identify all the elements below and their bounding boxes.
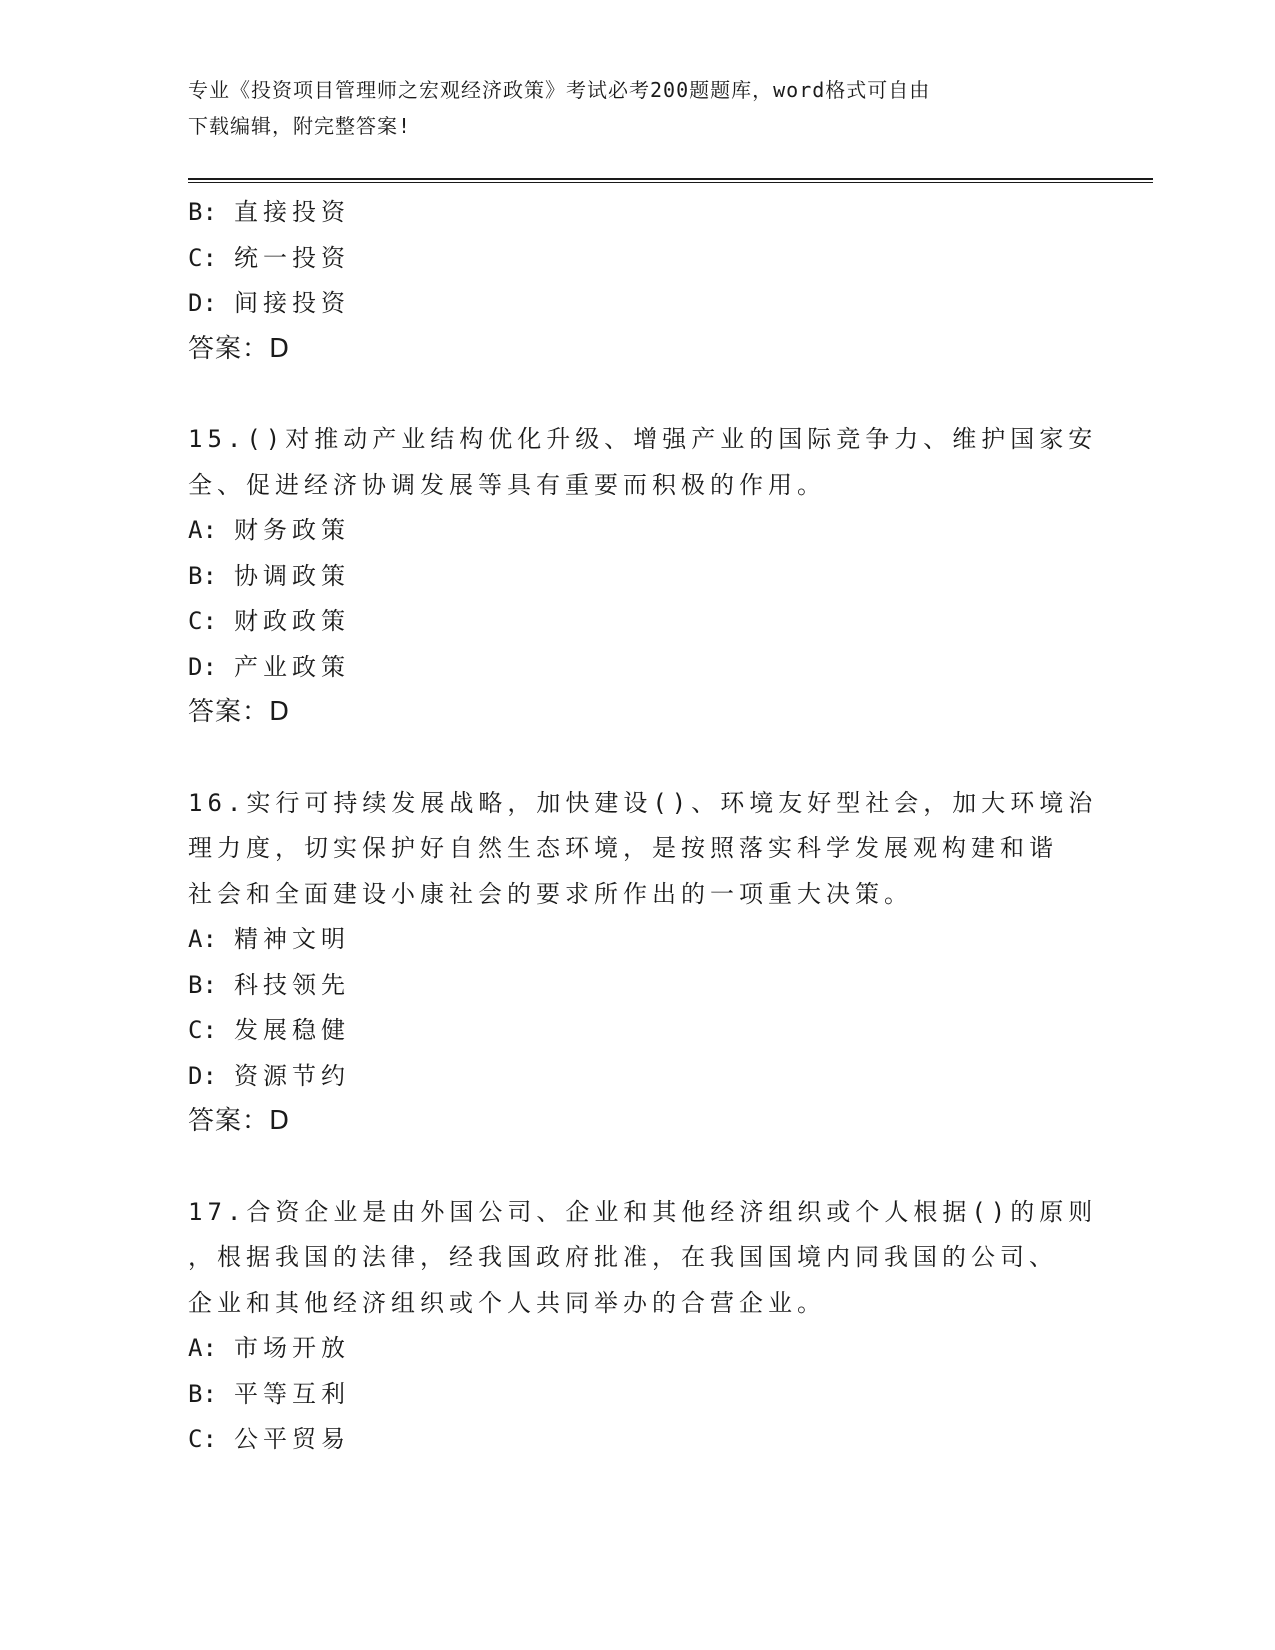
option-b [188,190,1088,236]
option-letter: C: [188,607,217,635]
question-16 [188,781,1098,1145]
option-a [188,917,1088,963]
option-letter: B: [188,970,217,999]
document-header [188,72,1088,144]
question-15 [188,417,1098,736]
question-14-continued [188,190,1088,372]
option-letter: C: [188,243,217,272]
option-letter: B: [188,1379,217,1408]
option-letter: D: [188,1061,217,1090]
option-a [188,1326,1088,1372]
option-text: 平等互利 [234,1379,350,1408]
option-b [188,1372,1088,1418]
document-body [188,190,1098,1463]
option-b [188,963,1088,1009]
question-text-line: 企业和其他经济组织或个人共同举办的合营企业。 [188,1288,826,1317]
option-c [188,1008,1088,1054]
option-c [188,1417,1088,1463]
option-letter: A: [188,925,217,953]
option-letter: C: [188,1016,217,1044]
option-letter: B: [188,561,217,590]
question-text-line: 17.合资企业是由外国公司、企业和其他经济组织或个人根据()的原则 [188,1197,1098,1226]
header-divider [188,178,1153,183]
option-letter: B: [188,198,217,226]
answer-line: 答案：D [188,697,291,727]
option-text: 财务政策 [234,516,350,544]
question-text-line: 理力度，切实保护好自然生态环境，是按照落实科学发展观构建和谐 [188,834,1058,862]
option-d [188,1054,1088,1100]
option-letter: C: [188,1425,217,1453]
option-text: 精神文明 [234,925,350,953]
answer-line: 答案：D [188,333,291,364]
option-letter: A: [188,516,217,544]
option-c [188,236,1088,282]
question-text-line: ，根据我国的法律，经我国政府批准，在我国国境内同我国的公司、 [188,1243,1058,1271]
question-text-line: 16.实行可持续发展战略，加快建设()、环境友好型社会，加大环境治 [188,788,1098,817]
option-a [188,508,1088,554]
option-text: 财政政策 [234,607,350,635]
question-text-line: 社会和全面建设小康社会的要求所作出的一项重大决策。 [188,879,913,908]
header-line-1: 专业《投资项目管理师之宏观经济政策》考试必考200题题库，word格式可自由 [188,78,931,102]
question-text-line: 全、促进经济协调发展等具有重要而积极的作用。 [188,470,826,499]
option-text: 产业政策 [234,652,350,681]
option-letter: D: [188,652,217,681]
option-text: 科技领先 [234,970,350,999]
header-line-2: 下载编辑，附完整答案! [188,114,412,138]
option-text: 市场开放 [234,1334,350,1362]
question-17 [188,1190,1098,1463]
option-text: 资源节约 [234,1061,350,1090]
option-text: 公平贸易 [234,1425,350,1453]
question-text-line: 15.()对推动产业结构优化升级、增强产业的国际竞争力、维护国家安 [188,425,1098,453]
answer-line: 答案：D [188,1106,291,1136]
option-text: 统一投资 [234,243,350,272]
option-text: 直接投资 [234,198,350,226]
option-b [188,554,1088,600]
option-text: 协调政策 [234,561,350,590]
option-text: 发展稳健 [234,1016,350,1044]
option-c [188,599,1088,645]
option-d [188,645,1088,691]
option-text: 间接投资 [234,289,350,317]
option-d [188,281,1088,327]
option-letter: D: [188,289,217,317]
option-letter: A: [188,1334,217,1362]
